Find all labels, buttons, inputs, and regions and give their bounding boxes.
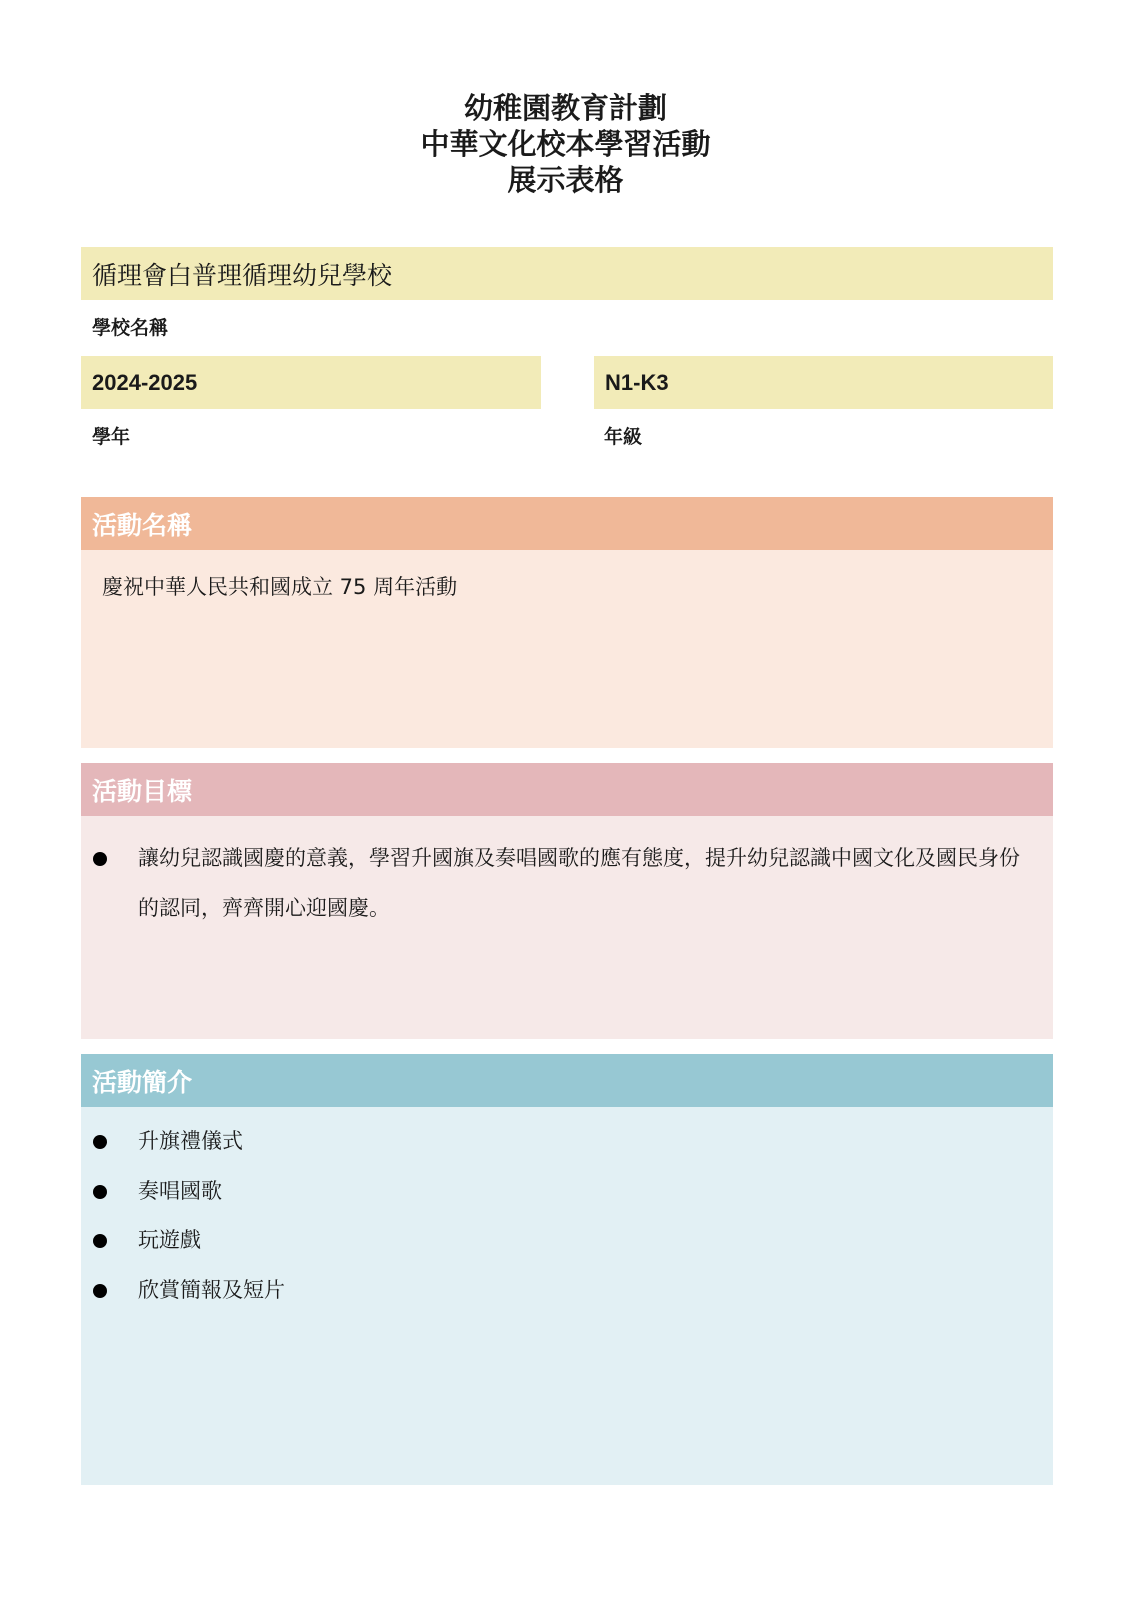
academic-year-field: [81, 356, 541, 409]
intro-item-text: 升旗禮儀式: [138, 1129, 243, 1153]
title-line-1: 幼稚園教育計劃: [463, 91, 667, 125]
academic-year-label: 學年: [92, 426, 131, 448]
list-item: [81, 1167, 1053, 1217]
title-line-3: 展示表格: [507, 163, 624, 197]
bullet-icon: [93, 1185, 107, 1199]
activity-intro-body: [81, 1107, 1053, 1485]
activity-goal-section: [81, 763, 1053, 1039]
list-item: [81, 1266, 1053, 1316]
activity-goal-heading: 活動目標: [81, 763, 1053, 816]
intro-item-text: 奏唱國歌: [138, 1178, 222, 1203]
school-name-label: 學校名稱: [92, 317, 169, 339]
activity-goal-body: [81, 816, 1053, 1039]
activity-name-content: 慶祝中華人民共和國成立 75 周年活動: [102, 575, 458, 599]
school-name-field: [81, 247, 1053, 300]
activity-name-section: [81, 497, 1053, 748]
intro-item-text: 欣賞簡報及短片: [138, 1277, 285, 1302]
bullet-icon: [93, 1284, 107, 1298]
grade-field: [594, 356, 1053, 409]
activity-name-body: [81, 550, 1053, 748]
bullet-icon: [93, 1234, 107, 1248]
list-item: [81, 1117, 1053, 1167]
activity-intro-section: [81, 1054, 1053, 1485]
school-name-value: 循理會白普理循理幼兒學校: [92, 260, 393, 290]
activity-intro-list: [81, 1117, 1053, 1315]
grade-label: 年級: [604, 426, 643, 448]
activity-intro-heading: 活動簡介: [81, 1054, 1053, 1107]
list-item: [81, 1216, 1053, 1266]
academic-year-value: 2024-2025: [92, 369, 198, 395]
bullet-icon: [93, 852, 107, 866]
goal-text: 讓幼兒認識國慶的意義，學習升國旗及奏唱國歌的應有態度，提升幼兒認識中國文化及國民身份的認同，齊齊開心迎國慶。: [138, 846, 1020, 920]
title-line-2: 中華文化校本學習活動: [420, 127, 711, 161]
activity-goal-list: [81, 834, 1023, 933]
list-item: [81, 834, 1023, 933]
activity-name-heading: 活動名稱: [81, 497, 1053, 550]
bullet-icon: [93, 1135, 107, 1149]
grade-value: N1-K3: [605, 369, 669, 395]
intro-item-text: 玩遊戲: [138, 1228, 201, 1252]
page-title: [0, 90, 1131, 198]
